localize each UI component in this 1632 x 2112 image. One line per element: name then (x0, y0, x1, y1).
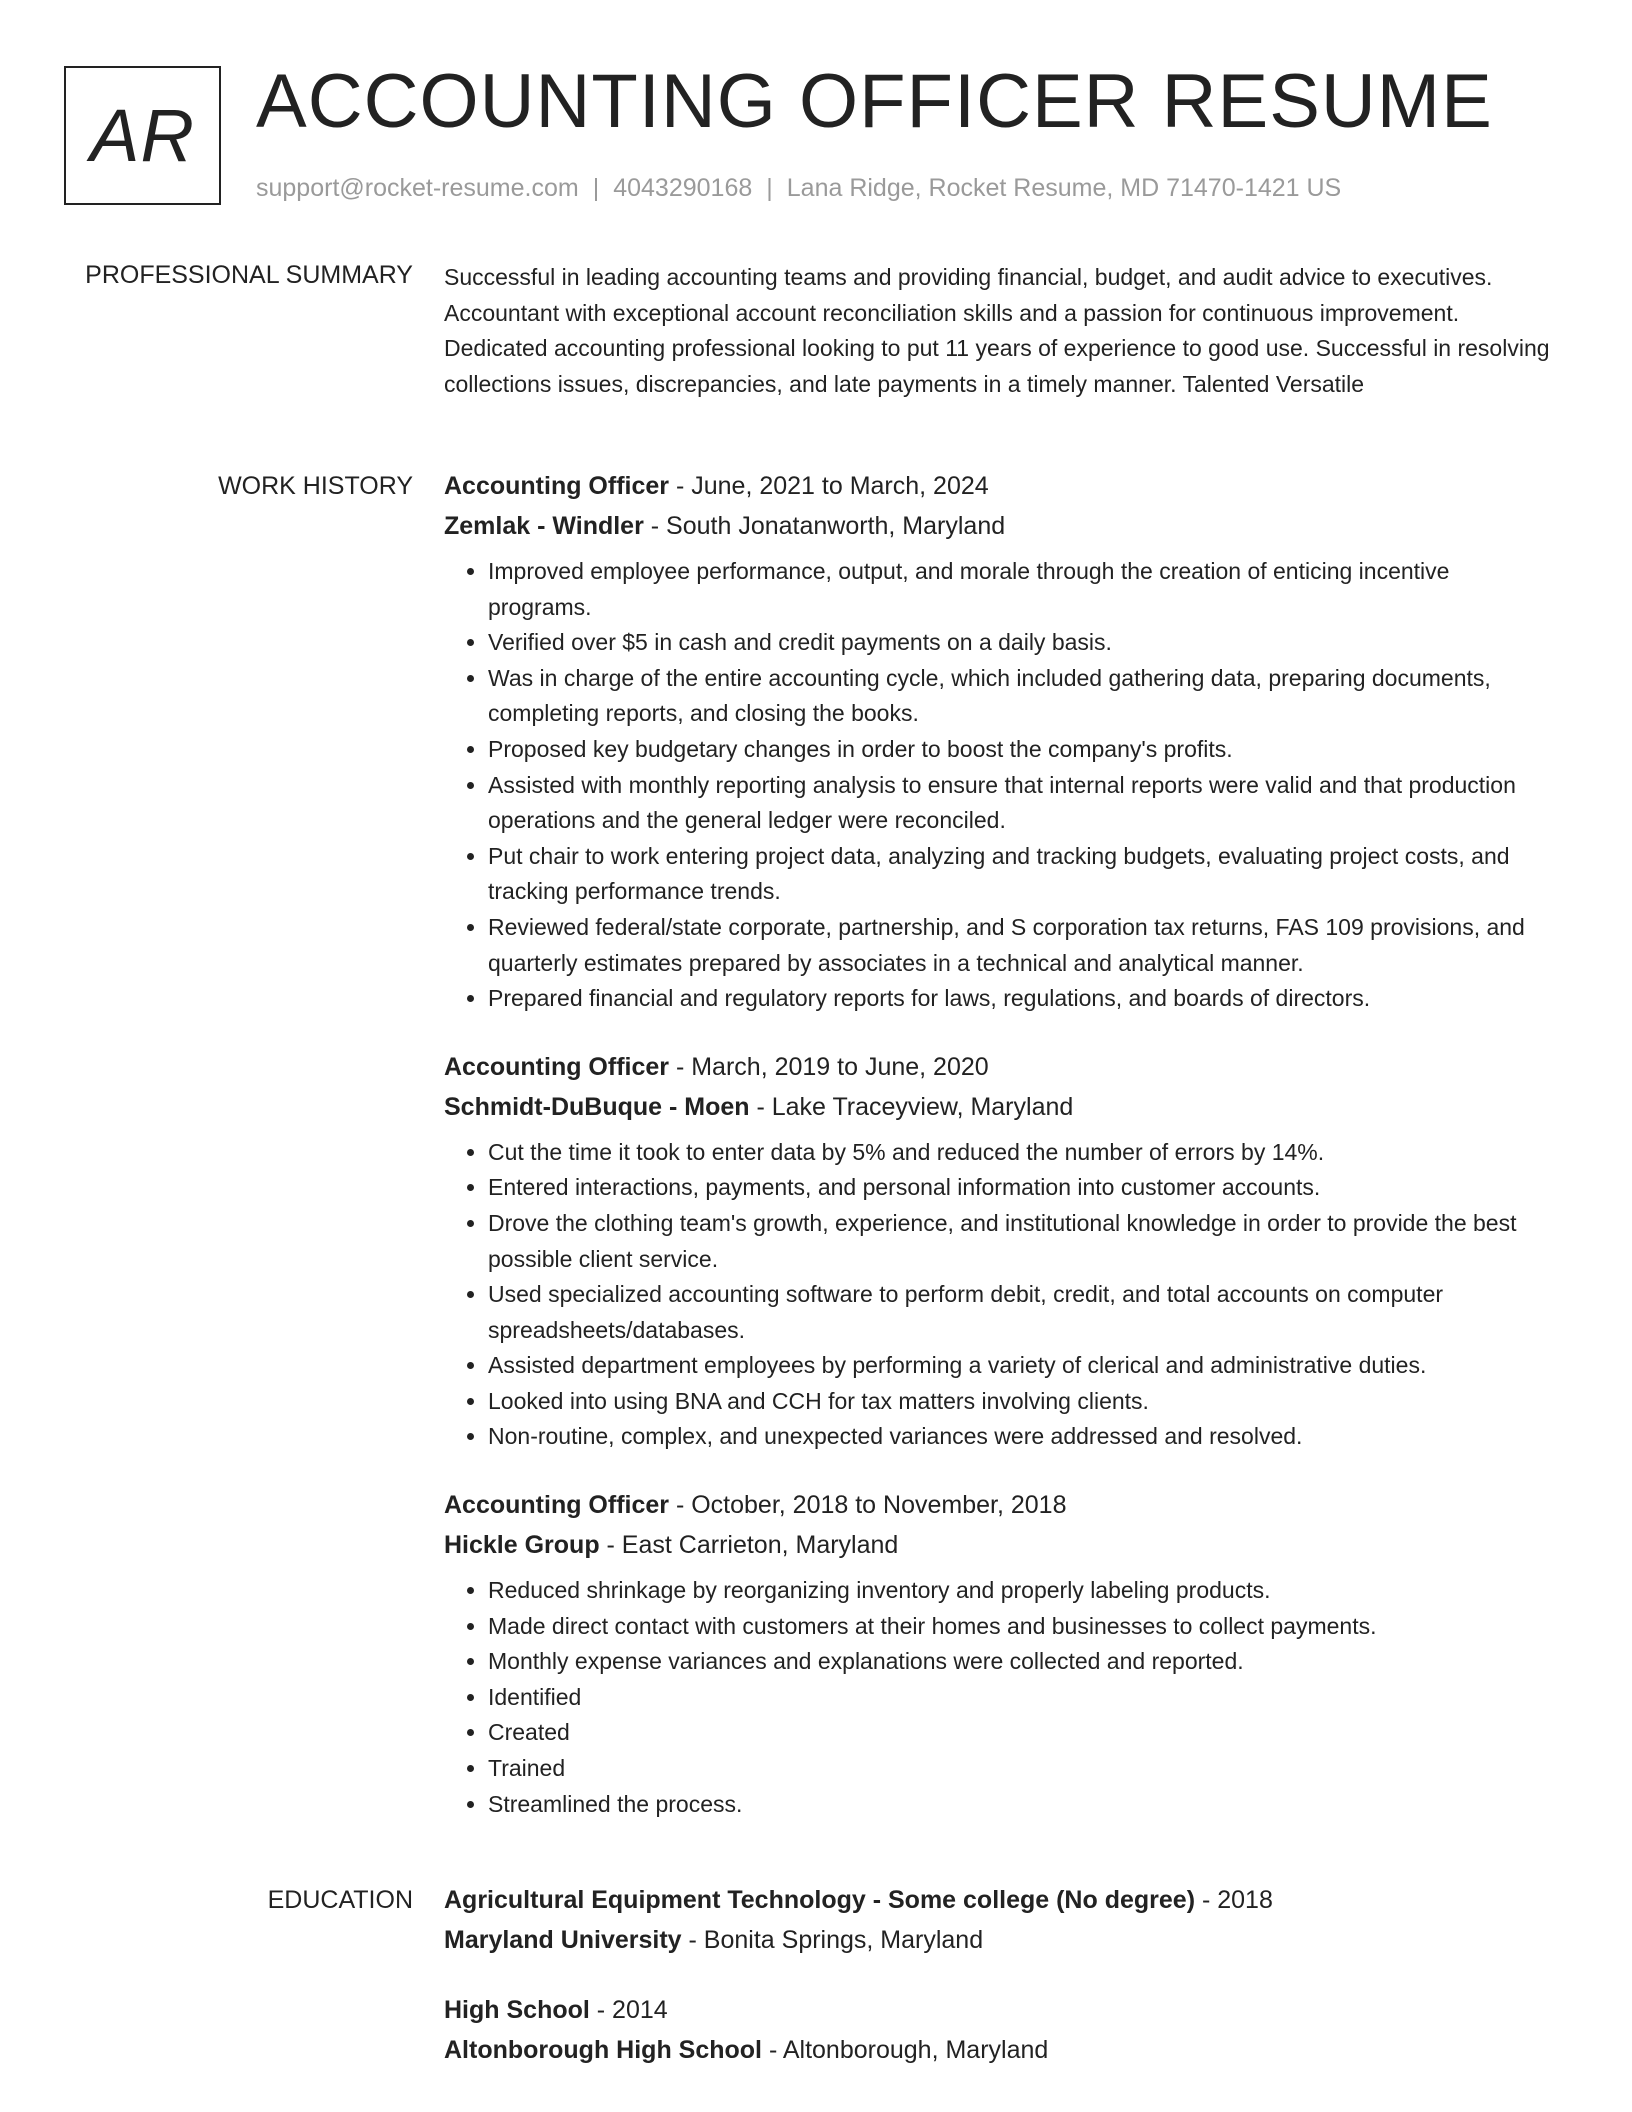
education-degree: Agricultural Equipment Technology - Some college (No degree) (444, 1886, 1196, 1914)
job-entry (444, 1485, 1554, 1822)
job-location: - Lake Traceyview, Maryland (749, 1092, 1074, 1121)
summary-heading: PROFESSIONAL SUMMARY (85, 261, 413, 289)
contact-separator: | (592, 174, 600, 202)
education-entry (444, 1880, 1554, 1960)
job-location: - South Jonatanworth, Maryland (643, 512, 1006, 540)
job-title: Accounting Officer (444, 472, 670, 500)
contact-phone[interactable]: 4043290168 (613, 174, 753, 202)
job-bullet: • Put chair to work entering project data, analyzing and tracking budgets, evaluating project costs, and tracking performance trends. (488, 839, 1554, 910)
job-title-line (444, 1485, 1554, 1525)
job-bullets (444, 1573, 1554, 1822)
job-bullet: • Entered interactions, payments, and personal information into customer accounts. (488, 1170, 1554, 1206)
job-bullets (444, 554, 1554, 1017)
job-dates: - October, 2018 to November, 2018 (669, 1491, 1067, 1520)
job-title-line (444, 1047, 1554, 1087)
job-entry (444, 1047, 1554, 1455)
education-location: - Bonita Springs, Maryland (681, 1926, 984, 1954)
contact-address: Lana Ridge, Rocket Resume, MD 71470-1421 US (786, 174, 1342, 202)
monogram-initials: AR (90, 94, 195, 177)
contact-separator: | (766, 174, 773, 202)
job-location: - East Carrieton, Maryland (599, 1531, 899, 1560)
education-school: Maryland University (444, 1926, 682, 1954)
education-degree-line (444, 1880, 1554, 1920)
job-company-line (444, 1525, 1554, 1565)
job-dates: - June, 2021 to March, 2024 (669, 472, 989, 500)
job-bullet: • Verified over $5 in cash and credit payments on a daily basis. (488, 625, 1554, 661)
education-school: Altonborough High School (444, 2036, 762, 2064)
job-entry (444, 466, 1554, 1017)
work-history-heading: WORK HISTORY (218, 472, 413, 500)
job-bullet: • Monthly expense variances and explanations were collected and reported. (488, 1644, 1554, 1680)
job-bullet: • Proposed key budgetary changes in order to boost the company's profits. (488, 732, 1554, 768)
job-bullet: • Trained (488, 1751, 1554, 1787)
education-entry (444, 1990, 1554, 2070)
job-title: Accounting Officer (444, 1491, 670, 1520)
education-list (444, 1880, 1554, 2100)
job-bullet: • Assisted department employees by performing a variety of clerical and administrative duties. (488, 1348, 1554, 1384)
job-company: Zemlak - Windler (444, 512, 644, 540)
job-company-line (444, 1087, 1554, 1127)
monogram (64, 66, 221, 205)
resume-title: ACCOUNTING OFFICER RESUME (256, 59, 1493, 144)
job-company-line (444, 506, 1554, 546)
job-bullet: • Streamlined the process. (488, 1787, 1554, 1823)
job-bullets (444, 1135, 1554, 1455)
job-bullet: • Created (488, 1715, 1554, 1751)
job-bullet: • Identified (488, 1680, 1554, 1716)
job-bullet: • Drove the clothing team's growth, experience, and institutional knowledge in order to provide the best possible client service. (488, 1206, 1554, 1277)
job-bullet: • Reduced shrinkage by reorganizing inventory and properly labeling products. (488, 1573, 1554, 1609)
job-company: Hickle Group (444, 1531, 600, 1560)
job-bullet: • Made direct contact with customers at their homes and businesses to collect payments. (488, 1609, 1554, 1645)
job-bullet: • Prepared financial and regulatory reports for laws, regulations, and boards of directors. (488, 981, 1554, 1017)
job-bullet: • Improved employee performance, output, and morale through the creation of enticing incentive programs. (488, 554, 1554, 625)
education-degree-line (444, 1990, 1554, 2030)
summary-text: Successful in leading accounting teams and providing financial, budget, and audit advice to executives. Accountant with exceptional account reconciliation skills and a passion for continuous improvement. Dedicated accounting professional looking to put 11 years of experience to good use. Successful in resolving collections issues, discrepancies, and late payments in a timely manner. Talented Versatile (444, 264, 1550, 397)
job-bullet: • Non-routine, complex, and unexpected variances were addressed and resolved. (488, 1419, 1554, 1455)
work-history-list (444, 466, 1554, 1852)
education-degree: High School (444, 1996, 590, 2024)
job-bullet: • Assisted with monthly reporting analysis to ensure that internal reports were valid and that production operations and the general ledger were reconciled. (488, 768, 1554, 839)
contact-email[interactable]: support@rocket-resume.com (256, 174, 579, 202)
job-dates: - March, 2019 to June, 2020 (669, 1052, 989, 1081)
job-bullet: • Cut the time it took to enter data by 5% and reduced the number of errors by 14%. (488, 1135, 1554, 1171)
education-school-line (444, 1920, 1554, 1960)
education-location: - Altonborough, Maryland (762, 2036, 1049, 2064)
education-school-line (444, 2030, 1554, 2070)
education-year: - 2014 (589, 1996, 668, 2024)
job-title: Accounting Officer (444, 1052, 670, 1081)
job-bullet: • Was in charge of the entire accounting cycle, which included gathering data, preparing documents, completing reports, and closing the books. (488, 661, 1554, 732)
job-title-line (444, 466, 1554, 506)
job-bullet: • Looked into using BNA and CCH for tax matters involving clients. (488, 1384, 1554, 1420)
job-bullet: • Reviewed federal/state corporate, partnership, and S corporation tax returns, FAS 109 provisions, and quarterly estimates prepared by associates in a technical and analytical manner. (488, 910, 1554, 981)
job-bullet: • Used specialized accounting software to perform debit, credit, and total accounts on computer spreadsheets/databases. (488, 1277, 1554, 1348)
job-company: Schmidt-DuBuque - Moen (444, 1092, 750, 1121)
contact-line (256, 174, 1341, 203)
education-year: - 2018 (1195, 1886, 1273, 1914)
education-heading: EDUCATION (267, 1886, 413, 1914)
